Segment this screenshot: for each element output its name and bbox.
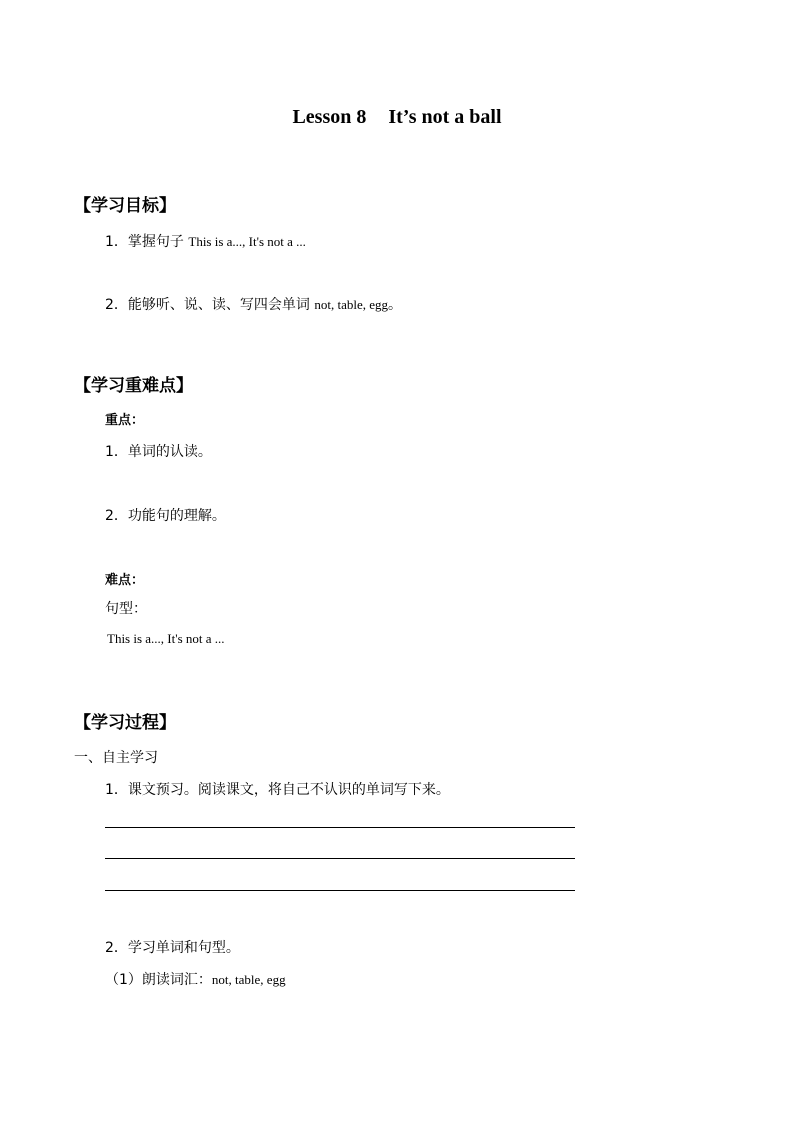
- lesson-number: Lesson 8: [292, 106, 367, 128]
- objectives-heading: 【学习目标】: [74, 196, 176, 216]
- lesson-name: It’s not a ball: [388, 106, 502, 128]
- objective-item-2: 2．能够听、说、读、写四会单词 not, table, egg。: [105, 297, 403, 313]
- pattern-label: 句型：: [105, 601, 147, 617]
- objective-item-1: 1．掌握句子 This is a..., It's not a ...: [105, 234, 306, 250]
- key-item-1: 1．单词的认读。: [105, 444, 212, 460]
- key-item-2: 2．功能句的理解。: [105, 508, 226, 524]
- process-step-2-sub-1: （1）朗读词汇：not, table, egg: [105, 972, 286, 988]
- answer-line-2[interactable]: [105, 858, 575, 859]
- process-step-2: 2．学习单词和句型。: [105, 940, 240, 956]
- process-heading: 【学习过程】: [74, 713, 176, 733]
- answer-line-1[interactable]: [105, 827, 575, 828]
- key-label: 重点：: [105, 413, 145, 428]
- process-step-1: 1．课文预习。阅读课文，将自己不认识的单词写下来。: [105, 782, 450, 798]
- difficult-label: 难点：: [105, 573, 145, 588]
- pattern-text: This is a..., It's not a ...: [107, 631, 225, 646]
- page-title: [0, 106, 794, 129]
- keypoints-heading: 【学习重难点】: [74, 376, 193, 396]
- process-part-1: 一、自主学习: [74, 750, 158, 766]
- answer-line-3[interactable]: [105, 890, 575, 891]
